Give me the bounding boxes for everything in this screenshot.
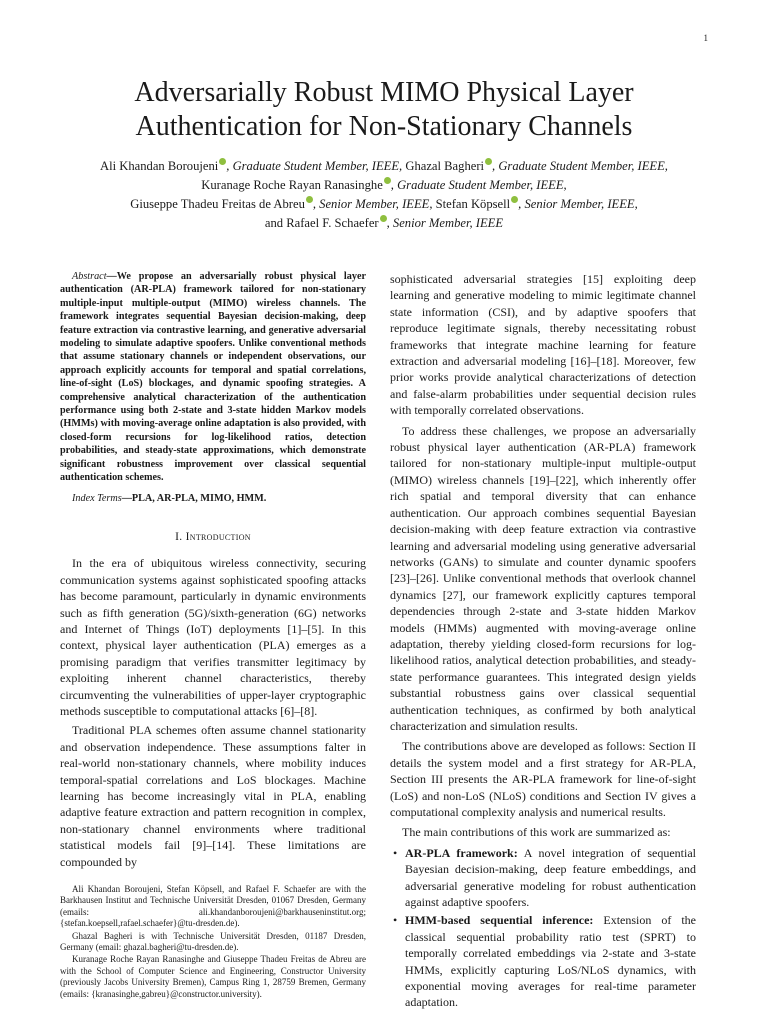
author-role: , Senior Member, IEEE, <box>518 197 638 211</box>
section-title: Introduction <box>185 530 251 543</box>
list-item-heading: HMM-based sequential inference: <box>405 913 594 928</box>
list-item <box>390 912 696 1010</box>
list-item <box>390 845 696 911</box>
paragraph: sophisticated adversarial strategies [15] exploiting deep learning and generative modeling to mimic legitimate channel state information (CSI), and by adaptive spoofers that reproduce legitimate signals, thereby necessitating robust frameworks that integrate machine learning for feature extraction and adversarial modeling [16]–[18]. Moreover, few prior works provide analytical characterizations of detection and false-alarm probabilities under sequential decision rules with temporally correlated observations. <box>390 272 696 418</box>
author-line-3 <box>40 195 728 214</box>
author-role: , Senior Member, IEEE, <box>312 197 433 211</box>
author-name: Giuseppe Thadeu Freitas de Abreu <box>130 197 305 211</box>
author-role: , Senior Member, IEEE <box>386 216 504 230</box>
abstract-text: —We propose an adversarially robust physical layer authentication (AR-PLA) framework tailored for non-stationary multiple-input multiple-output (MIMO) wireless channels. The framework integrates sequential Bayesian decision-making, deep feature extraction via contrastive learning, and generative adversarial modeling to simulate adaptive spoofers. Unlike conventional methods that assume stationary channels or independent observations, our approach explicitly accounts for temporal and spatial correlations, line-of-sight (LoS) blockages, and dynamic spoofing strategies. A comprehensive analytical characterization of the authentication performance using both 2-state and 3-state hidden Markov models (HMMs) with moving-average online adaptation is also provided, with closed-form recursions for log-likelihood ratios, detection probabilities, and steady-state approximations, which demonstrate significant robustness improvement over classical sequential authentication schemes. <box>60 271 366 484</box>
title-line-1: Adversarially Robust MIMO Physical Layer <box>134 77 634 108</box>
orcid-icon[interactable] <box>380 215 387 222</box>
page-number: 1 <box>703 33 708 43</box>
abstract <box>60 270 366 485</box>
author-line-4 <box>40 214 728 233</box>
author-name: and Rafael F. Schaefer <box>264 216 379 230</box>
author-name: Ali Khandan Boroujeni <box>100 159 219 173</box>
paper-title <box>40 76 728 144</box>
section-heading <box>60 529 366 545</box>
author-role: , Graduate Student Member, IEEE, <box>226 159 403 173</box>
footnote: Ali Khandan Boroujeni, Stefan Köpsell, and Rafael F. Schaefer are with the Barkhausen Institut and Technische Universität Dresden, 01067 Dresden, Germany (emails: ali.khandanboroujeni@barkhauseninstitut.org; {stefan.koepsell,rafael.schaefer}@tu-dresden.de). <box>60 884 366 929</box>
footnote: Ghazal Bagheri is with Technische Universität Dresden, 01187 Dresden, Germany (email: ghazal.bagheri@tu-dresden.de). <box>60 930 366 953</box>
orcid-icon[interactable] <box>384 177 391 184</box>
footnote: Kuranage Roche Rayan Ranasinghe and Giuseppe Thadeu Freitas de Abreu are with the School of Computer Science and Engineering, Constructor University (previously Jacobs University Bremen), Campus Ring 1, 28759 Bremen, Germany (emails: {kranasinghe,gabreu}@constructor.university). <box>60 954 366 999</box>
author-role: , Graduate Student Member, IEEE, <box>390 178 567 192</box>
list-item-text: Extension of the classical sequential probability ratio test (SPRT) to temporally correlated embeddings via 2-state and 3-state HMMs, explicitly capturing LoS/NLoS dynamics, with exponential moving averages for real-time parameter adaptation. <box>405 913 696 1010</box>
orcid-icon[interactable] <box>306 196 313 203</box>
author-name: Stefan Köpsell <box>432 197 511 211</box>
paragraph: To address these challenges, we propose an adversarially robust physical layer authentication (AR-PLA) framework tailored for non-stationary multiple-input multiple-output (MIMO) wireless channels [19]–[22], which inherently offer rich spatial and temporal diversity that can enhance authentication. Our approach combines sequential Bayesian decision-making with deep feature extraction via contrastive learning and adversarial modeling using generative adversarial networks (GANs) to simulate and counter dynamic spoofers [23]–[26]. Unlike conventional methods that overlook channel dynamics [27], our framework explicitly captures temporal dependencies through 2-state and 3-state hidden Markov models (HMMs) augmented with moving-average online adaptation, thereby yielding closed-form recursions for log-likelihood ratios, analytical detection probabilities, and steady-state performance guarantees. This integrated design yields substantial robustness gains over classical sequential authentication techniques, as confirmed by both analytical characterization and simulation results. <box>390 423 696 733</box>
title-line-2: Authentication for Non-Stationary Channels <box>135 111 633 142</box>
section-number: I. <box>175 530 183 543</box>
author-line-1 <box>40 157 728 176</box>
right-column <box>390 271 696 1011</box>
paragraph: The main contributions of this work are summarized as: <box>402 825 671 840</box>
author-name: Ghazal Bagheri <box>402 159 485 173</box>
footnotes <box>60 884 366 1000</box>
index-terms-text: —PLA, AR-PLA, MIMO, HMM. <box>121 492 267 504</box>
index-terms <box>60 492 366 505</box>
left-column <box>60 270 366 1000</box>
author-name: Kuranage Roche Rayan Ranasinghe <box>201 178 383 192</box>
paragraph: In the era of ubiquitous wireless connectivity, securing communication systems against sophisticated spoofing attacks has become paramount, particularly in dynamic environments such as fifth generation (5G)/sixth-generation (6G) networks and Internet of Things (IoT) deployments [1]–[5]. In this context, physical layer authentication (PLA) emerges as a promising paradigm that verifies transmitter legitimacy by exploiting inherent channel characteristics, thereby circumventing the vulnerabilities of upper-layer cryptographic methods susceptible to computational attacks [6]–[8]. <box>60 556 366 718</box>
abstract-label: Abstract <box>72 271 107 282</box>
author-line-2 <box>40 176 728 195</box>
contribution-list <box>390 845 696 1011</box>
paragraph: Traditional PLA schemes often assume channel stationarity and observation independence. These assumptions falter in real-world non-stationary channels, where mobility induces temporal-spatial correlations and LoS blockages. Machine learning has become increasingly vital in PLA, enabling adaptive feature extraction and pattern recognition in complex, non-stationary channel environments where traditional statistical models fail [9]–[14]. These limitations are compounded by <box>60 723 366 869</box>
bullet-icon: • <box>393 845 398 860</box>
paragraph: The contributions above are developed as follows: Section II details the system model and a first strategy for AR-PLA, Section III presents the AR-PLA framework for line-of-sight (LoS) and non-LoS (NLoS) conditions and Section IV gives a computational complexity analysis and numerical results. <box>390 739 696 819</box>
author-block <box>40 157 728 233</box>
list-item-heading: AR-PLA framework: <box>405 845 518 860</box>
bullet-icon: • <box>393 913 398 928</box>
author-role: , Graduate Student Member, IEEE, <box>492 159 668 173</box>
index-terms-label: Index Terms <box>72 492 122 504</box>
orcid-icon[interactable] <box>485 158 492 165</box>
list-item-text: A novel integration of sequential Bayesian decision-making, deep feature embeddings, and adversarial generative modeling for robust authentication against adaptive spoofers. <box>405 845 696 910</box>
